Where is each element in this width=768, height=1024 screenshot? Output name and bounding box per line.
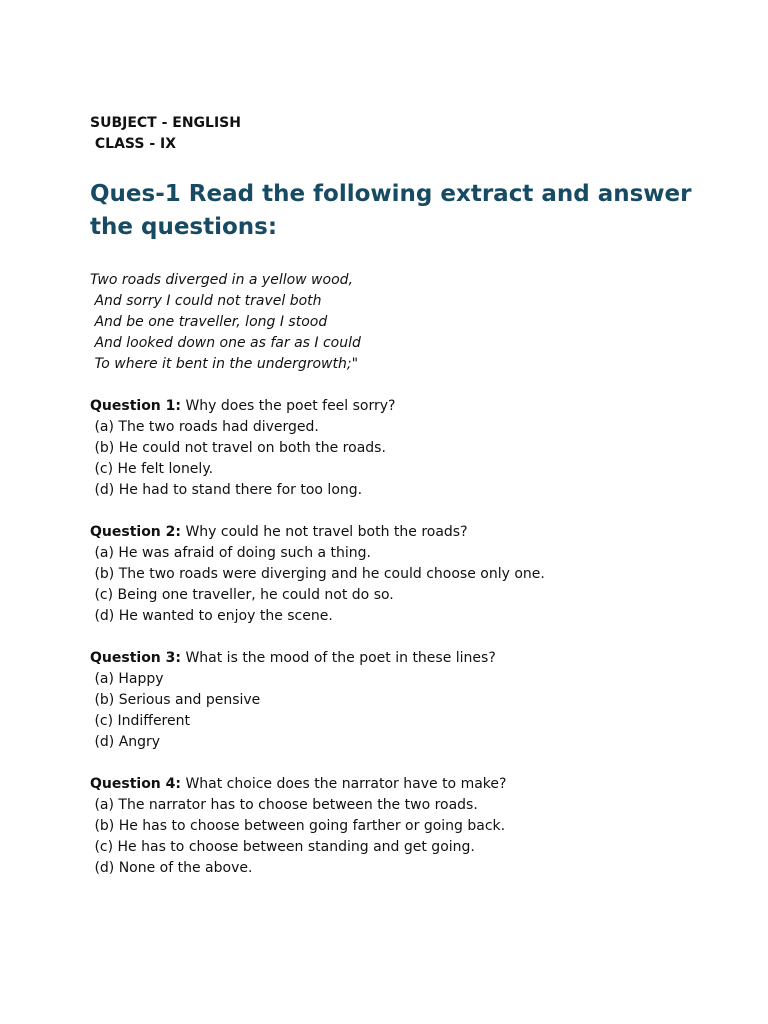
poem-line: Two roads diverged in a yellow wood,	[90, 272, 353, 288]
class-line: CLASS - IX	[90, 136, 177, 152]
answer-option: (a) The narrator has to choose between the two roads.	[90, 797, 478, 813]
question-text: What is the mood of the poet in these lines?	[181, 650, 496, 666]
question-prompt	[90, 396, 730, 417]
answer-option: (c) He has to choose between standing and get going.	[90, 839, 475, 855]
answer-option: (d) Angry	[90, 734, 161, 750]
poem-line: And sorry I could not travel both	[90, 293, 322, 309]
question-label: Question 2:	[90, 524, 181, 540]
question-1	[90, 396, 730, 501]
answer-option: (b) The two roads were diverging and he could choose only one.	[90, 566, 545, 582]
answer-option: (c) Being one traveller, he could not do so.	[90, 587, 394, 603]
answer-option: (d) He had to stand there for too long.	[90, 482, 363, 498]
poem-line: To where it bent in the undergrowth;"	[90, 356, 359, 372]
question-4	[90, 774, 730, 879]
question-label: Question 1:	[90, 398, 181, 414]
answer-option: (b) He could not travel on both the roads.	[90, 440, 386, 456]
poem-line: And be one traveller, long I stood	[90, 314, 328, 330]
answer-option: (a) He was afraid of doing such a thing.	[90, 545, 372, 561]
subject-line: SUBJECT - ENGLISH	[90, 115, 241, 131]
question-2	[90, 522, 730, 627]
question-text: What choice does the narrator have to make?	[181, 776, 507, 792]
poem-extract	[90, 270, 730, 375]
answer-option: (b) He has to choose between going farther or going back.	[90, 818, 506, 834]
question-text: Why could he not travel both the roads?	[181, 524, 468, 540]
question-heading: Ques-1 Read the following extract and answer the questions:	[90, 181, 692, 240]
document-page	[90, 113, 730, 879]
answer-option: (a) Happy	[90, 671, 164, 687]
answer-option: (d) He wanted to enjoy the scene.	[90, 608, 333, 624]
answer-option: (d) None of the above.	[90, 860, 253, 876]
question-3	[90, 648, 730, 753]
poem-line: And looked down one as far as I could	[90, 335, 361, 351]
question-prompt	[90, 522, 730, 543]
answer-option: (a) The two roads had diverged.	[90, 419, 319, 435]
question-label: Question 3:	[90, 650, 181, 666]
question-prompt	[90, 774, 730, 795]
question-text: Why does the poet feel sorry?	[181, 398, 396, 414]
answer-option: (c) Indifferent	[90, 713, 190, 729]
answer-option: (b) Serious and pensive	[90, 692, 261, 708]
question-label: Question 4:	[90, 776, 181, 792]
question-prompt	[90, 648, 730, 669]
answer-option: (c) He felt lonely.	[90, 461, 214, 477]
